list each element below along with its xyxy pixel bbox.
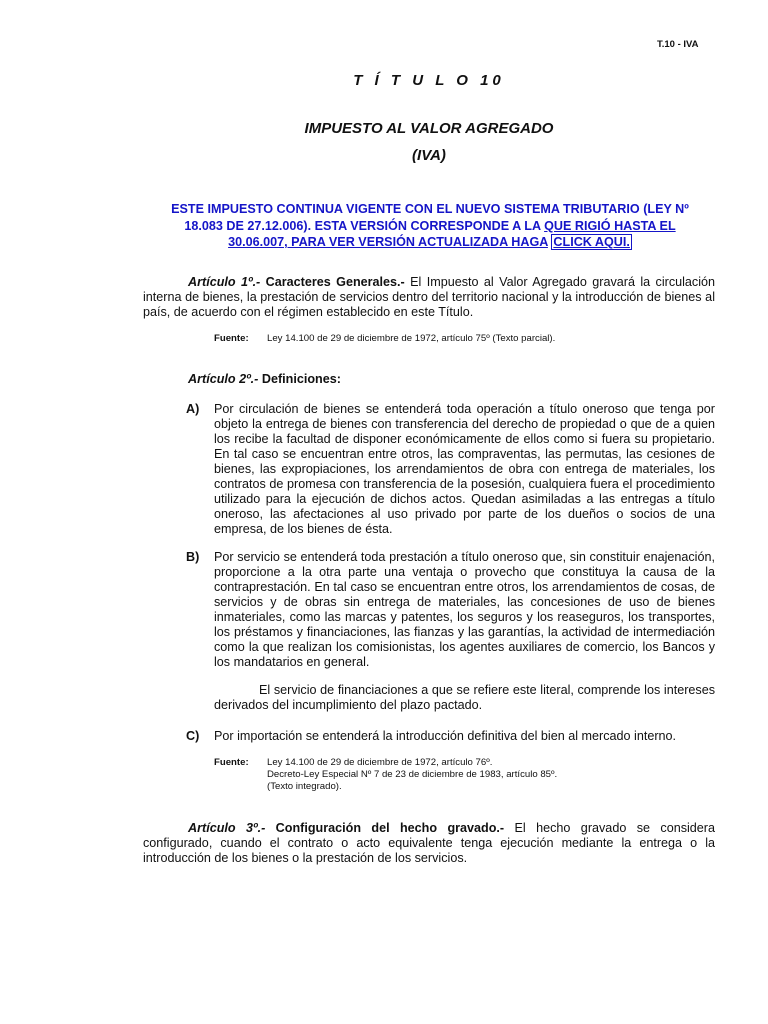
item-a-text: Por circulación de bienes se entenderá toda operación a título oneroso que tenga por objeto la entrega de bienes con transferencia del derecho de propiedad o que de a quien los recibe la facultad de disponer económicamente de ellos como si fuera su propietario. En tal caso se encuentran entre otros, las compraventas, las permutas, las cesiones de bienes, las expropiaciones, los arrendamientos de obra con entrega de materiales, los contratos de promesa con transferencia de la posesión, cualquiera fuera el procedimiento utilizado para la ejecución de dichos actos. Quedan asimiladas a las entregas a título oneroso, las afectaciones al uso privado por parte de los dueños o socios de una empresa, de los bienes de ésta. (214, 402, 715, 536)
item-a-letter: A) (186, 402, 200, 416)
page-subtitle: IMPUESTO AL VALOR AGREGADO (304, 120, 554, 137)
article-2-heading-line (143, 372, 715, 387)
source-line: Ley 14.100 de 29 de diciembre de 1972, artículo 75º (Texto parcial). (267, 333, 556, 344)
article-1-heading: Caracteres Generales.- (265, 275, 405, 289)
item-c-text: Por importación se entenderá la introducción definitiva del bien al mercado interno. (214, 729, 677, 743)
item-b-extra: El servicio de financiaciones a que se refiere este literal, comprende los intereses derivados del incumplimiento del plazo pactado. (214, 683, 715, 712)
article-2-heading: Definiciones: (261, 372, 341, 386)
article-3 (143, 821, 715, 866)
page-code: T.10 - IVA (657, 39, 699, 50)
article-1 (143, 275, 715, 320)
source-line: Decreto-Ley Especial Nº 7 de 23 de diciembre de 1983, artículo 85º. (267, 769, 558, 780)
item-b-text: Por servicio se entenderá toda prestación a título oneroso que, sin constituir enajenación, proporcione a la otra parte una ventaja o provecho que constituya la causa de la contraprestación. En tal caso se encuentran entre otros, los arrendamientos de cosas, de servicios y de obras sin entrega de materiales, las concesiones de uso de bienes inmateriales, como las marcas y patentes, los seguros y los reaseguros, los transportes, los préstamos y financiaciones, las fianzas y las garantías, la actividad de intermediación como la que realizan los comisionistas, los agentes auxiliares de comercio, los Bancos y los mandatarios en general. (214, 550, 715, 669)
source-line: (Texto integrado). (267, 781, 342, 792)
item-c-letter: C) (186, 729, 200, 743)
notice-underlined-text: QUE RIGIÓ HASTA EL 30.06.007, PARA VER VERSIÓN ACTUALIZADA HAGA (228, 218, 676, 249)
article-3-body: El hecho gravado se considera configurado, cuando el contrato o acto equivalente tenga ejecución mediante la entrega o la introducción de los bienes o la prestación de los servicios. (143, 821, 715, 865)
article-1-body: El Impuesto al Valor Agregado gravará la circulación interna de bienes, la prestación de servicios dentro del territorio nacional y la introducción de bienes al país, de acuerdo con el régimen establecido en este Título. (143, 275, 716, 319)
source-label: Fuente: (214, 757, 249, 768)
validity-notice (170, 201, 690, 251)
click-here-link[interactable]: CLICK AQUI. (553, 235, 630, 249)
article-2-label: Artículo 2º.- (188, 372, 259, 386)
page-title: T Í T U L O 10 (353, 72, 505, 89)
article-3-label: Artículo 3º.- (188, 821, 266, 835)
item-b-letter: B) (186, 550, 200, 564)
page-subtitle-abbrev: (IVA) (412, 147, 446, 164)
source-label: Fuente: (214, 333, 249, 344)
source-line: Ley 14.100 de 29 de diciembre de 1972, artículo 76º. (267, 757, 493, 768)
article-3-heading: Configuración del hecho gravado.- (275, 821, 505, 835)
notice-text: ESTE IMPUESTO CONTINUA VIGENTE CON EL NUEVO SISTEMA TRIBUTARIO (LEY Nº 18.083 DE 27.12.006). ESTA VERSIÓN CORRESPONDE A LA (171, 202, 689, 233)
article-1-label: Artículo 1º.- (188, 275, 261, 289)
